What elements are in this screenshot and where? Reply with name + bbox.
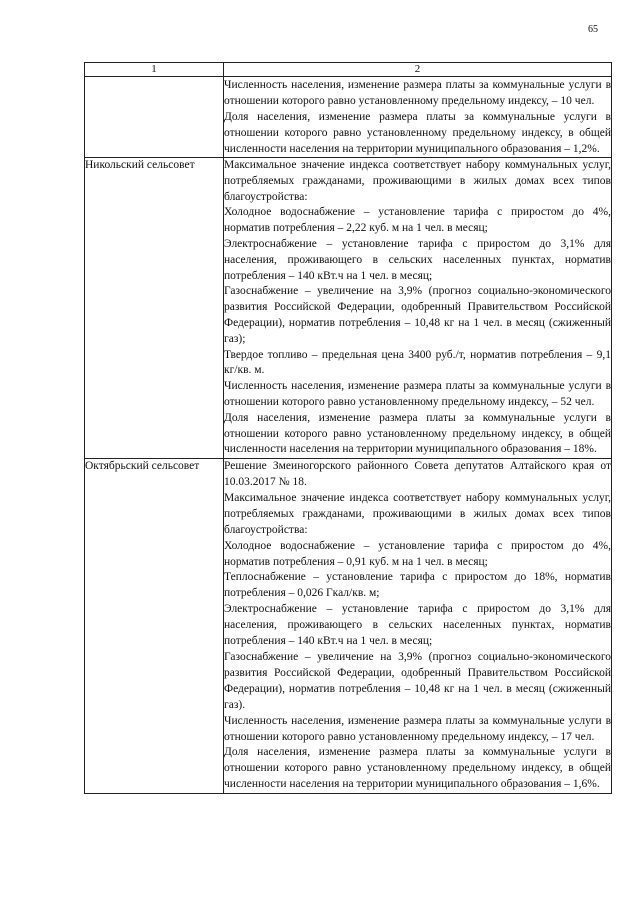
document-table [84,62,612,794]
table-row [85,77,612,158]
description-paragraph: Газоснабжение – увеличение на 3,9% (прогноз социально-экономического развития Российской Федерации, одобренный Правительством Российской Федерации), норматив потребления – 10,48 кг на 1 чел. в месяц (сжиженный газ); [224,285,611,345]
indicator-description [224,77,612,158]
table-row [85,459,612,794]
indicator-description [224,158,612,459]
municipality-name: Никольский сельсовет [85,158,224,459]
indicator-description [224,459,612,794]
description-paragraph: Численность населения, изменение размера платы за коммунальные услуги в отношении которого равно установленному предельному индексу, – 52 чел. [224,380,611,408]
description-paragraph: Максимальное значение индекса соответствует набору коммунальных услуг, потребляемых гражданами, проживающими в жилых домах всех типов благоустройства: [224,159,611,203]
column-header-2: 2 [224,63,612,77]
description-paragraph: Доля населения, изменение размера платы за коммунальные услуги в отношении которого равно установленному предельному индексу, в общей численности населения на территории муниципального образования – 1,2%. [224,111,611,155]
description-paragraph: Электроснабжение – установление тарифа с приростом до 3,1% для населения, проживающего в сельских населенных пунктах, норматив потребления – 140 кВт.ч на 1 чел. в месяц; [224,237,611,282]
description-paragraph: Численность населения, изменение размера платы за коммунальные услуги в отношении которого равно установленному предельному индексу, – 10 чел. [224,79,611,107]
description-paragraph: Доля населения, изменение размера платы за коммунальные услуги в отношении которого равно установленному предельному индексу, в общей численности населения на территории муниципального образования – 1,6%. [224,746,611,791]
description-paragraph: Доля населения, изменение размера платы за коммунальные услуги в отношении которого равно установленному предельному индексу, в общей численности населения на территории муниципального образования – 18%. [224,411,611,456]
description-paragraph: Теплоснабжение – установление тарифа с приростом до 18%, норматив потребления – 0,026 Гкал/кв. м; [224,571,611,600]
description-paragraph: Твердое топливо – предельная цена 3400 руб./т, норматив потребления – 9,1 кг/кв. м. [224,348,611,377]
description-paragraph: Численность населения, изменение размера платы за коммунальные услуги в отношении которого равно установленному предельному индексу, – 17 чел. [224,714,611,743]
column-header-1: 1 [85,63,224,77]
description-paragraph: Максимальное значение индекса соответствует набору коммунальных услуг, потребляемых гражданами, проживающими в жилых домах всех типов благоустройства: [224,491,611,536]
description-paragraph: Холодное водоснабжение – установление тарифа с приростом до 4%, норматив потребления – 0,91 куб. м на 1 чел. в месяц; [224,539,611,568]
page-number: 65 [588,24,598,35]
municipality-name [85,77,224,158]
table-row [85,158,612,459]
municipality-name: Октябрьский сельсовет [85,459,224,794]
description-paragraph: Холодное водоснабжение – установление тарифа с приростом до 4%, норматив потребления – 2,22 куб. м на 1 чел. в месяц; [224,206,611,235]
description-paragraph: Электроснабжение – установление тарифа с приростом до 3,1% для населения, проживающего в сельских населенных пунктах, норматив потребления – 140 кВт.ч на 1 чел. в месяц; [224,603,611,648]
description-paragraph: Газоснабжение – увеличение на 3,9% (прогноз социально-экономического развития Российской Федерации, одобренный Правительством Российской Федерации), норматив потребления – 10,48 кг на 1 чел. в месяц (сжиженный газ). [224,651,611,711]
table-header-row [85,63,612,77]
description-paragraph: Решение Змеиногорского районного Совета депутатов Алтайского края от 10.03.2017 № 18. [224,460,611,489]
